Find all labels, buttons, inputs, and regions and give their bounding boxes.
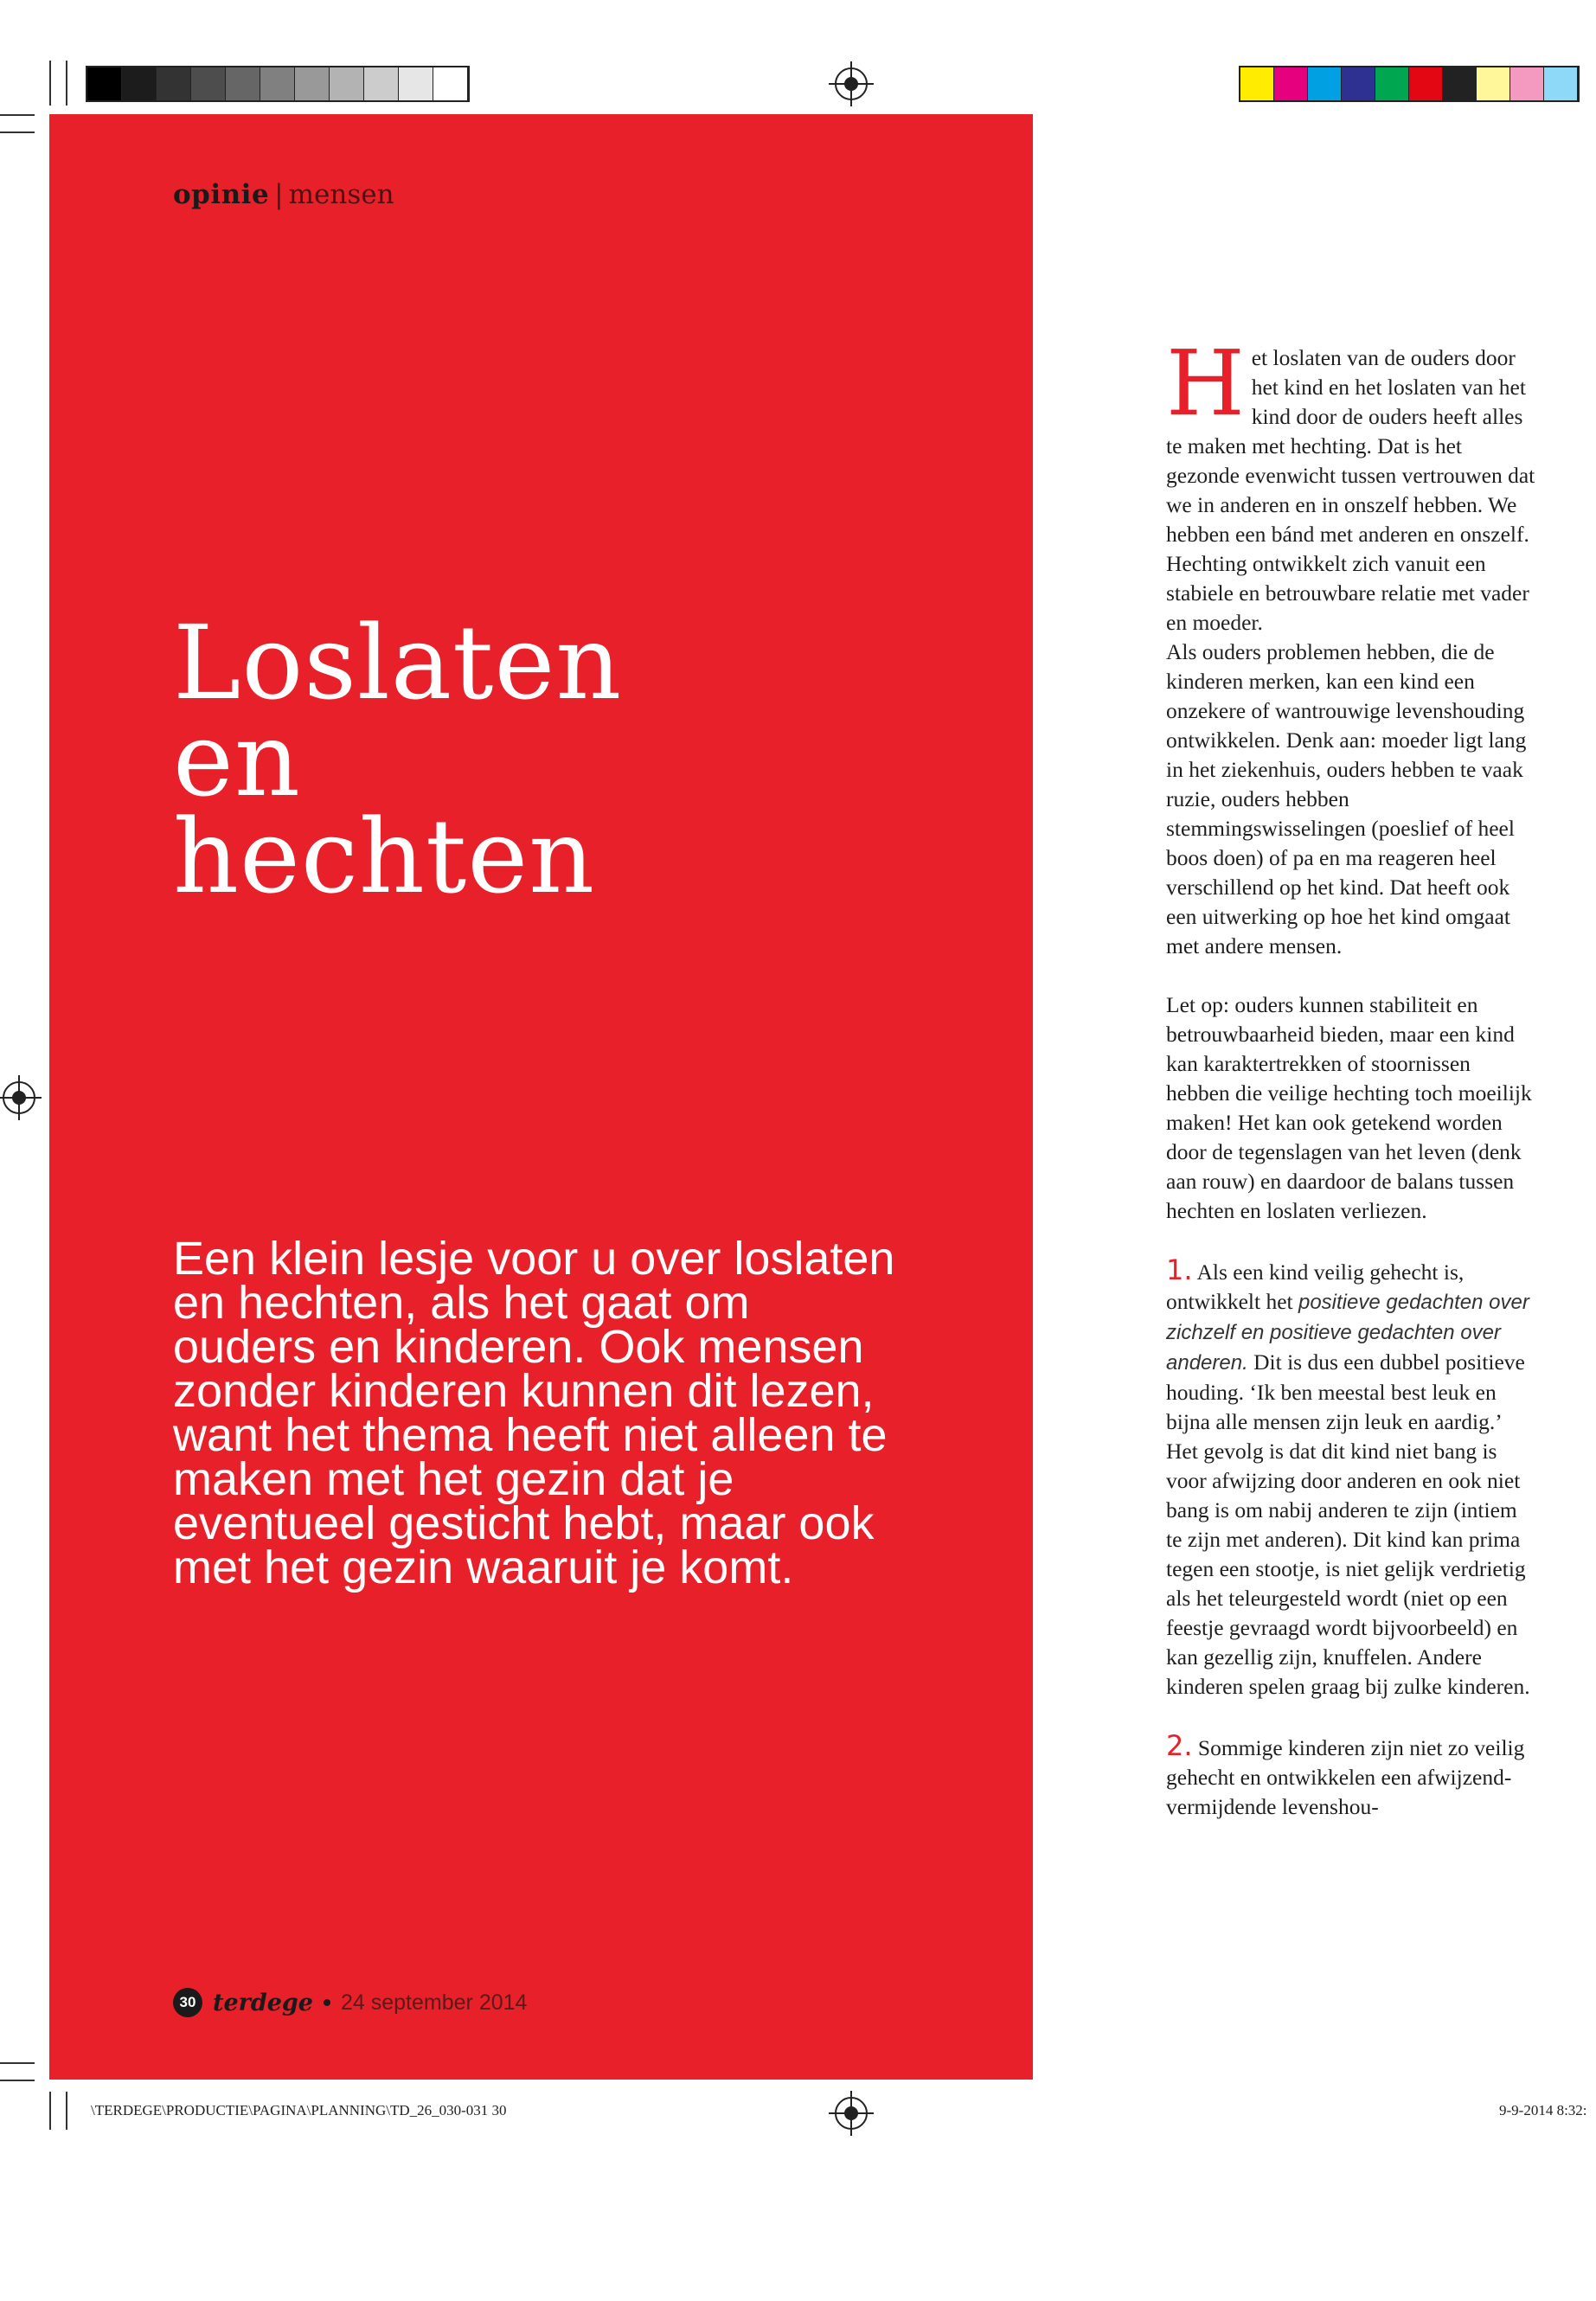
registration-mark-icon	[835, 67, 868, 100]
gray-swatch	[87, 67, 122, 100]
color-swatch	[1274, 67, 1308, 100]
article-paragraph: Let op: ouders kunnen stabiliteit en betrouwbaarheid bieden, maar een kind kan karaktertrekken of stoornissen hebben die veilige hechting toch moeilijk maken! Het kan ook getekend worden door de tegenslagen van het leven (denk aan rouw) en daardoor de balans tussen hechten en loslaten verliezen.	[1166, 992, 1532, 1223]
print-slug-timestamp: 9-9-2014 8:32:	[1499, 2102, 1587, 2118]
numbered-point	[1166, 1731, 1538, 1822]
print-slug-path: \TERDEGE\PRODUCTIE\PAGINA\PLANNING\TD_26_030-031 30	[91, 2102, 507, 2118]
crop-mark	[49, 61, 51, 106]
color-swatch	[1308, 67, 1342, 100]
gray-swatch	[433, 67, 468, 100]
numbered-point	[1166, 1255, 1538, 1702]
color-swatch	[1510, 67, 1544, 100]
point-number: 1.	[1166, 1253, 1193, 1286]
gray-swatch	[226, 67, 260, 100]
color-swatch	[1375, 67, 1409, 100]
drop-cap: H	[1166, 330, 1245, 436]
color-swatch	[1443, 67, 1477, 100]
bullet-dot-icon	[324, 1999, 330, 2006]
section-label: opinie	[173, 179, 270, 210]
point-emphasis: positieve gedachten over zichzelf en positieve gedachten over anderen.	[1166, 1291, 1529, 1375]
color-swatch	[1477, 67, 1510, 100]
title-line: en	[173, 700, 301, 819]
crop-mark	[0, 131, 35, 133]
intro-text: Een klein lesje voor u over loslaten en hechten, als het gaat om ouders en kinderen. Ook mensen zonder kinderen kunnen dit lezen, want het thema heeft niet alleen te maken met het gezin dat je eventueel gesticht hebt, maar ook met het gezin waaruit je komt.	[173, 1233, 895, 1593]
color-calibration-bar	[1239, 66, 1580, 102]
point-text: Dit is dus een dubbel positieve houding. ‘Ik ben meestal best leuk en bijna alle mensen zijn leuk en aardig.’ Het gevolg is dat dit kind niet bang is voor afwijzing door anderen en ook niet bang is om nabij anderen te zijn (intiem te zijn met anderen). Dit kind kan prima tegen een stootje, is niet gelijk verdrietig als het teleurgesteld wordt (niet op een feestje gevraagd wordt bijvoorbeeld) en kan gezellig zijn, knuffelen. Andere kinderen spelen graag bij zulke kinderen.	[1166, 1349, 1530, 1699]
point-number: 2.	[1166, 1729, 1193, 1762]
gray-swatch	[330, 67, 364, 100]
color-swatch	[1409, 67, 1443, 100]
gray-swatch	[260, 67, 295, 100]
crop-mark	[66, 2092, 67, 2130]
title-line: Loslaten	[173, 603, 623, 722]
paragraph-text: et loslaten van de ouders door het kind en het loslaten van het kind door de ouders heeft alles te maken met hechting. Dat is het gezonde evenwicht tussen vertrouwen dat we in anderen en in onszelf hebben. We hebben een bánd met anderen en onszelf. Hechting ontwikkelt zich vanuit een stabiele en betrouwbare relatie met vader en moeder.	[1166, 345, 1535, 635]
gray-swatch	[191, 67, 226, 100]
page-footer	[173, 1988, 527, 2017]
point-lead: Als een kind veilig gehecht is, ontwikkelt het	[1166, 1259, 1465, 1314]
gray-swatch	[399, 67, 433, 100]
red-title-panel	[49, 114, 1033, 2080]
magazine-brand: terdege	[213, 1989, 313, 2016]
gray-swatch	[157, 67, 191, 100]
point-text: Sommige kinderen zijn niet zo veilig gehecht en ontwikkelen een afwijzend-vermijdende levenshou-	[1166, 1735, 1525, 1819]
crop-mark	[0, 114, 35, 116]
gray-swatch	[122, 67, 157, 100]
issue-date: 24 september 2014	[341, 1990, 528, 2015]
gray-swatch	[364, 67, 399, 100]
title-line: hechten	[173, 797, 596, 916]
color-swatch	[1342, 67, 1375, 100]
article-column	[1166, 330, 1538, 1822]
section-kicker	[173, 179, 394, 210]
color-swatch	[1544, 67, 1578, 100]
gray-swatch	[295, 67, 330, 100]
registration-mark-icon	[835, 2097, 868, 2130]
page-number: 30	[173, 1988, 202, 2017]
article-paragraph	[1166, 330, 1538, 638]
article-title	[173, 603, 865, 916]
crop-mark	[66, 61, 67, 106]
registration-mark-icon	[3, 1081, 35, 1114]
crop-mark	[0, 2080, 35, 2081]
color-swatch	[1240, 67, 1274, 100]
crop-mark	[0, 2062, 35, 2064]
subsection-label: mensen	[288, 179, 394, 210]
article-paragraph: Als ouders problemen hebben, die de kinderen merken, kan een kind een onzekere of wantrouwige levenshouding ontwikkelen. Denk aan: moeder ligt lang in het ziekenhuis, ouders hebben te vaak ruzie, ouders hebben stemmingswisselingen (poeslief of heel boos doen) of pa en ma reageren heel verschillend op het kind. Dat heeft ook een uitwerking op hoe het kind omgaat met andere mensen.	[1166, 639, 1527, 958]
section-separator: |	[274, 179, 284, 210]
grayscale-calibration-bar	[86, 66, 470, 102]
crop-mark	[49, 2092, 51, 2130]
